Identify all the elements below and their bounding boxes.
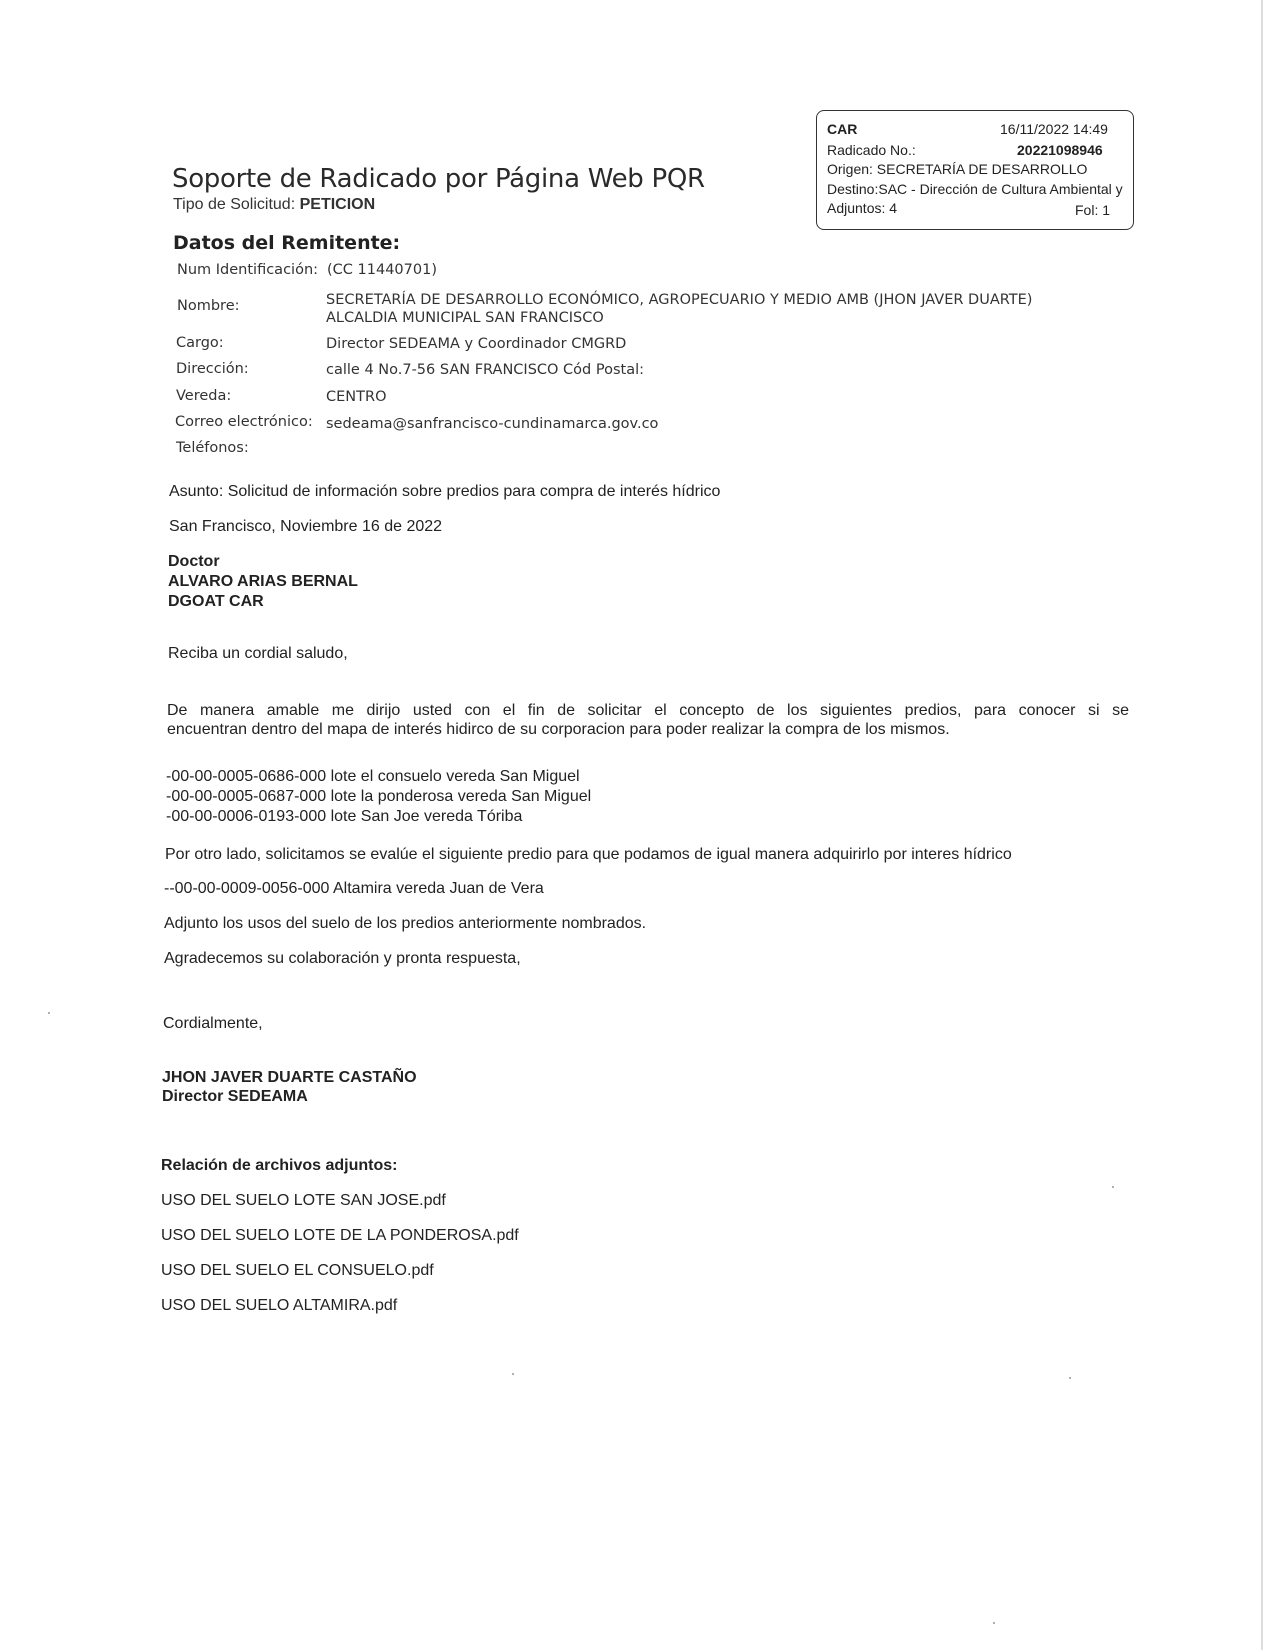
field-label-phones: Teléfonos: — [176, 440, 249, 456]
property-item-3: -00-00-0006-0193-000 lote San Joe vereda Tóriba — [166, 808, 523, 825]
thanks-line: Agradecemos su colaboración y pronta respuesta, — [164, 950, 521, 967]
recipient-line-1: Doctor — [168, 553, 220, 570]
request-type-label: Tipo de Solicitud: — [173, 196, 296, 213]
letter-greeting: Reciba un cordial saludo, — [168, 645, 348, 662]
attachment-file-1: USO DEL SUELO LOTE SAN JOSE.pdf — [161, 1192, 446, 1209]
property-item-2: -00-00-0005-0687-000 lote la ponderosa vereda San Miguel — [166, 788, 592, 805]
stamp-folios: Fol: 1 — [1075, 202, 1111, 218]
attachment-file-4: USO DEL SUELO ALTAMIRA.pdf — [161, 1297, 398, 1314]
stamp-datetime: 16/11/2022 14:49 — [1000, 121, 1108, 137]
attachments-heading: Relación de archivos adjuntos: — [161, 1157, 398, 1174]
signer-name: JHON JAVER DUARTE CASTAÑO — [162, 1069, 417, 1086]
stamp-adjuntos: Adjuntos: 4 — [827, 200, 898, 216]
extra-property: --00-00-0009-0056-000 Altamira vereda Juan de Vera — [164, 880, 544, 897]
radicado-stamp — [816, 110, 1134, 230]
letter-paragraph-line-2: encuentran dentro del mapa de interés hidirco de su corporacion para poder realizar la compra de los mismos. — [167, 721, 950, 738]
request-type — [173, 196, 375, 214]
attachment-note: Adjunto los usos del suelo de los predios anteriormente nombrados. — [164, 915, 647, 932]
field-label-email: Correo electrónico: — [175, 414, 313, 430]
field-label-vereda: Vereda: — [176, 388, 232, 404]
field-value-address: calle 4 No.7-56 SAN FRANCISCO Cód Postal: — [326, 362, 645, 378]
field-label-name: Nombre: — [177, 298, 240, 314]
page-title: Soporte de Radicado por Página Web PQR — [172, 164, 705, 194]
field-value-cargo: Director SEDEAMA y Coordinador CMGRD — [326, 336, 627, 352]
scan-speck — [993, 1622, 995, 1624]
letter-place-date: San Francisco, Noviembre 16 de 2022 — [169, 518, 443, 535]
scan-edge-line — [1261, 0, 1263, 1650]
field-value-email: sedeama@sanfrancisco-cundinamarca.gov.co — [326, 416, 659, 432]
stamp-origen: Origen: SECRETARÍA DE DESARROLLO — [827, 161, 1088, 177]
stamp-destino: Destino:SAC - Dirección de Cultura Ambiental y — [827, 181, 1123, 197]
property-item-1: -00-00-0005-0686-000 lote el consuelo vereda San Miguel — [166, 768, 580, 785]
stamp-org: CAR — [827, 121, 858, 137]
recipient-line-3: DGOAT CAR — [168, 593, 264, 610]
field-label-cargo: Cargo: — [176, 335, 224, 351]
letter-subject: Asunto: Solicitud de información sobre predios para compra de interés hídrico — [169, 483, 721, 500]
scan-speck — [512, 1373, 514, 1375]
letter-paragraph — [167, 701, 1129, 739]
recipient-line-2: ALVARO ARIAS BERNAL — [168, 573, 358, 590]
evaluation-request: Por otro lado, solicitamos se evalúe el siguiente predio para que podamos de igual manera adquirirlo por interes hídrico — [165, 846, 1012, 863]
field-value-vereda: CENTRO — [326, 389, 387, 405]
sender-heading: Datos del Remitente: — [173, 232, 401, 254]
field-value-name: SECRETARÍA DE DESARROLLO ECONÓMICO, AGROPECUARIO Y MEDIO AMB (JHON JAVER DUARTE) — [326, 292, 1033, 308]
stamp-radicado-label: Radicado No.: — [827, 142, 916, 158]
letter-paragraph-line-1: De manera amable me dirijo usted con el fin de solicitar el concepto de los siguientes predios, para conocer si se — [167, 702, 1129, 719]
scan-speck — [1069, 1377, 1071, 1379]
field-value-id: (CC 11440701) — [327, 262, 437, 278]
field-label-address: Dirección: — [176, 361, 249, 377]
field-label-id: Num Identificación: — [177, 262, 319, 278]
scan-speck — [48, 1012, 50, 1014]
request-type-value: PETICION — [299, 196, 376, 213]
stamp-radicado-number: 20221098946 — [1017, 142, 1103, 158]
field-value-name-line2: ALCALDIA MUNICIPAL SAN FRANCISCO — [326, 310, 604, 326]
signer-title: Director SEDEAMA — [162, 1088, 308, 1105]
closing: Cordialmente, — [163, 1015, 263, 1032]
scan-speck — [1112, 1186, 1114, 1188]
attachment-file-3: USO DEL SUELO EL CONSUELO.pdf — [161, 1262, 434, 1279]
attachment-file-2: USO DEL SUELO LOTE DE LA PONDEROSA.pdf — [161, 1227, 519, 1244]
